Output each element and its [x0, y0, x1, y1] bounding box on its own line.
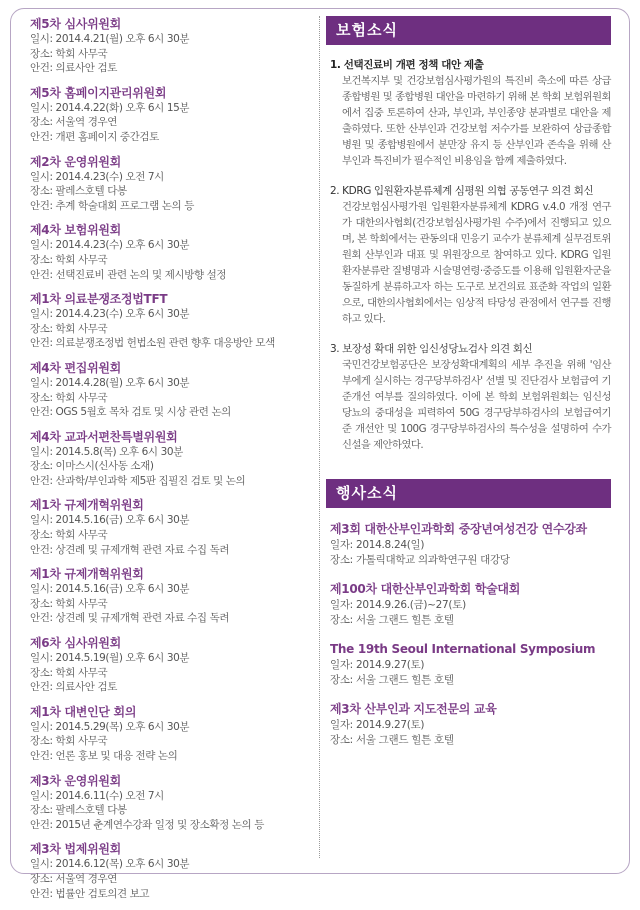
meeting-title: 제4차 보험위원회 [30, 223, 121, 238]
meeting-place: 장소: 서울역 경우연 [30, 872, 117, 885]
event-place: 장소: 가톨릭대학교 의과학연구원 대강당 [330, 554, 510, 566]
insurance-news-header: 보험소식 [326, 16, 611, 45]
column-divider [319, 16, 320, 858]
meeting-place: 장소: 학회 사무국 [30, 666, 108, 679]
meeting-title: 제4차 교과서편찬특별위원회 [30, 429, 178, 444]
news-title: 2. KDRG 입원환자분류체계 심평원 의협 공동연구 의견 회신 [330, 185, 594, 197]
meeting-agenda: 안건: 언론 홍보 및 대응 전략 논의 [30, 750, 178, 762]
meeting-place: 장소: 학회 사무국 [30, 47, 108, 60]
meeting-agenda: 안건: 개편 홈페이지 중간검토 [30, 130, 159, 143]
event-date: 일자: 2014.8.24(일) [330, 539, 425, 551]
meeting-item [30, 497, 310, 557]
meeting-place: 장소: 학회 사무국 [30, 253, 108, 266]
meeting-item [30, 291, 310, 351]
meeting-date: 일시: 2014.4.23(수) 오후 6시 30분 [30, 239, 190, 252]
meeting-agenda: 안건: 의료사안 검토 [30, 681, 117, 694]
event-item [326, 580, 611, 628]
event-place: 장소: 서울 그랜드 힐튼 호텔 [330, 674, 454, 686]
meeting-place: 장소: 팔레스호텔 다봉 [30, 185, 127, 198]
meeting-date: 일시: 2014.5.16(금) 오후 6시 30분 [30, 583, 190, 596]
meeting-title: 제5차 홈페이지관리위원회 [30, 85, 167, 100]
meeting-title: 제1차 규제개혁위원회 [30, 567, 144, 582]
meeting-date: 일시: 2014.4.21(월) 오후 6시 30분 [30, 33, 190, 45]
meeting-title: 제1차 의료분쟁조정법TFT [30, 292, 168, 307]
meeting-item [30, 360, 310, 420]
meeting-title: 제2차 운영위원회 [30, 154, 121, 169]
meeting-title: 제4차 편집위원회 [30, 360, 121, 375]
meeting-agenda: 안건: OGS 5월호 목차 검토 및 시상 관련 논의 [30, 406, 231, 419]
news-body: 국민건강보험공단은 보장성확대계획의 세부 추진을 위해 '임산부에게 실시하는 경구당부하검사' 선별 및 진단검사 보험급여 기준개선 여부를 질의하였다. 이에 본 학회 보험위원회는 임신성 당뇨의 중대성을 피력하여 50G 경구당부하검사의 보험급여기준 개선안 및 100G 경구당부하검사의 특수성을 설명하여 수가 신설을 제안하였다. [342, 359, 611, 451]
meeting-item [30, 841, 310, 901]
meeting-item [30, 85, 310, 145]
event-title: 제3회 대한산부인과학회 중장년여성건강 연수강좌 [330, 522, 587, 536]
news-item [330, 183, 611, 327]
meeting-place: 장소: 학회 사무국 [30, 597, 108, 610]
meeting-item [30, 429, 310, 489]
event-item [326, 520, 611, 568]
meeting-title: 제3차 법제위원회 [30, 842, 121, 857]
news-item [330, 57, 611, 169]
meeting-item [30, 704, 310, 764]
event-date: 일자: 2014.9.27(토) [330, 719, 425, 731]
meeting-agenda: 안건: 추계 학술대회 프로그램 논의 등 [30, 199, 194, 212]
meeting-agenda: 안건: 2015년 춘계연수강좌 일정 및 장소확정 논의 등 [30, 818, 264, 831]
meeting-place: 장소: 이마스시(신사동 소재) [30, 460, 154, 473]
news-item [330, 341, 611, 453]
meeting-place: 장소: 학회 사무국 [30, 735, 108, 748]
meeting-agenda: 안건: 상견례 및 규제개혁 관련 자료 수집 독려 [30, 612, 230, 625]
meeting-place: 장소: 학회 사무국 [30, 529, 108, 542]
meeting-date: 일시: 2014.5.29(목) 오후 6시 30분 [30, 720, 190, 733]
meeting-item [30, 16, 310, 76]
meeting-title: 제1차 규제개혁위원회 [30, 498, 144, 513]
event-item [326, 700, 611, 748]
event-title: 제100차 대한산부인과학회 학술대회 [330, 582, 520, 596]
meeting-item [30, 154, 310, 214]
meeting-date: 일시: 2014.4.28(월) 오후 6시 30분 [30, 376, 190, 389]
meeting-agenda: 안건: 상견례 및 규제개혁 관련 자료 수집 독려 [30, 543, 230, 556]
meeting-item [30, 222, 310, 282]
meeting-list [30, 16, 310, 910]
meeting-title: 제6차 심사위원회 [30, 636, 121, 651]
insurance-news-list [326, 57, 611, 453]
event-title: 제3차 산부인과 지도전문의 교육 [330, 702, 497, 716]
meeting-agenda: 안건: 의료사안 검토 [30, 62, 117, 75]
event-place: 장소: 서울 그랜드 힐튼 호텔 [330, 734, 454, 746]
meeting-date: 일시: 2014.5.16(금) 오후 6시 30분 [30, 514, 190, 527]
meeting-place: 장소: 학회 사무국 [30, 391, 108, 404]
meeting-item [30, 635, 310, 695]
meeting-place: 장소: 팔레스호텔 다봉 [30, 804, 127, 817]
news-body: 건강보험심사평가원 입원환자분류체계 KDRG v.4.0 개정 연구가 대한의사협회(건강보험심사평가원 수주)에서 진행되고 있으며, 본 학회에서는 관동의대 민응기 교수가 분류체계 실무검토위원회 산부인과 대표 및 위원장으로 참여하고 있다. KDRG 입원환자분류란 질병명과 시술명연령·중증도를 이용해 입원환자군을 동질하게 분류하고자 하는 도구로 보건의료 표준화 작업의 일환으로, 대한의사협회에서는 임상적 타당성 관점에서 연구를 진행하고 있다. [342, 201, 611, 325]
right-column [326, 16, 611, 760]
meeting-title: 제1차 대변인단 회의 [30, 704, 137, 719]
meeting-date: 일시: 2014.5.19(월) 오후 6시 30분 [30, 652, 190, 665]
meeting-title: 제5차 심사위원회 [30, 17, 121, 31]
news-title: 1. 선택진료비 개편 정책 대안 제출 [330, 59, 484, 71]
meeting-title: 제3차 운영위원회 [30, 773, 121, 788]
event-title: The 19th Seoul International Symposium [330, 642, 596, 656]
event-place: 장소: 서울 그랜드 힐튼 호텔 [330, 614, 454, 626]
meeting-date: 일시: 2014.5.8(목) 오후 6시 30분 [30, 445, 183, 458]
meeting-date: 일시: 2014.6.12(목) 오후 6시 30분 [30, 858, 190, 871]
meeting-date: 일시: 2014.4.23(수) 오전 7시 [30, 170, 164, 183]
news-title: 3. 보장성 확대 위한 임신성당뇨검사 의견 회신 [330, 343, 533, 355]
meeting-place: 장소: 학회 사무국 [30, 322, 108, 335]
meeting-agenda: 안건: 법률안 검토의견 보고 [30, 887, 150, 900]
meeting-date: 일시: 2014.4.23(수) 오후 6시 30분 [30, 308, 190, 321]
meeting-agenda: 안건: 의료분쟁조정법 헌법소원 관련 향후 대응방안 모색 [30, 337, 275, 350]
event-date: 일자: 2014.9.26.(금)~27(토) [330, 599, 466, 611]
news-body: 보건복지부 및 건강보험심사평가원의 특진비 축소에 따른 상급종합병원 및 종합병원 대안을 마련하기 위해 본 학회 보험위원회에서 집중 토론하여 산과, 부인과, 부인종양 분과별로 대안을 제출하였다. 또한 산부인과 건강보험 저수가를 보완하여 상급종합병원 및 종합병원에서 분만장 유지 등 산부인과 존속을 위해 산부인과 특진비가 필수적인 비용임을 함께 제출하였다. [342, 75, 611, 167]
events-header: 행사소식 [326, 479, 611, 508]
meeting-item [30, 566, 310, 626]
event-item [326, 640, 611, 688]
event-date: 일자: 2014.9.27(토) [330, 659, 425, 671]
meeting-place: 장소: 서울역 경우연 [30, 116, 117, 129]
meeting-date: 일시: 2014.4.22(화) 오후 6시 15분 [30, 101, 190, 114]
meeting-date: 일시: 2014.6.11(수) 오전 7시 [30, 789, 164, 802]
meeting-agenda: 안건: 산과학/부인과학 제5판 집필진 검토 및 논의 [30, 474, 246, 487]
meeting-item [30, 773, 310, 833]
meeting-agenda: 안건: 선택진료비 관련 논의 및 제시방향 설정 [30, 268, 227, 281]
